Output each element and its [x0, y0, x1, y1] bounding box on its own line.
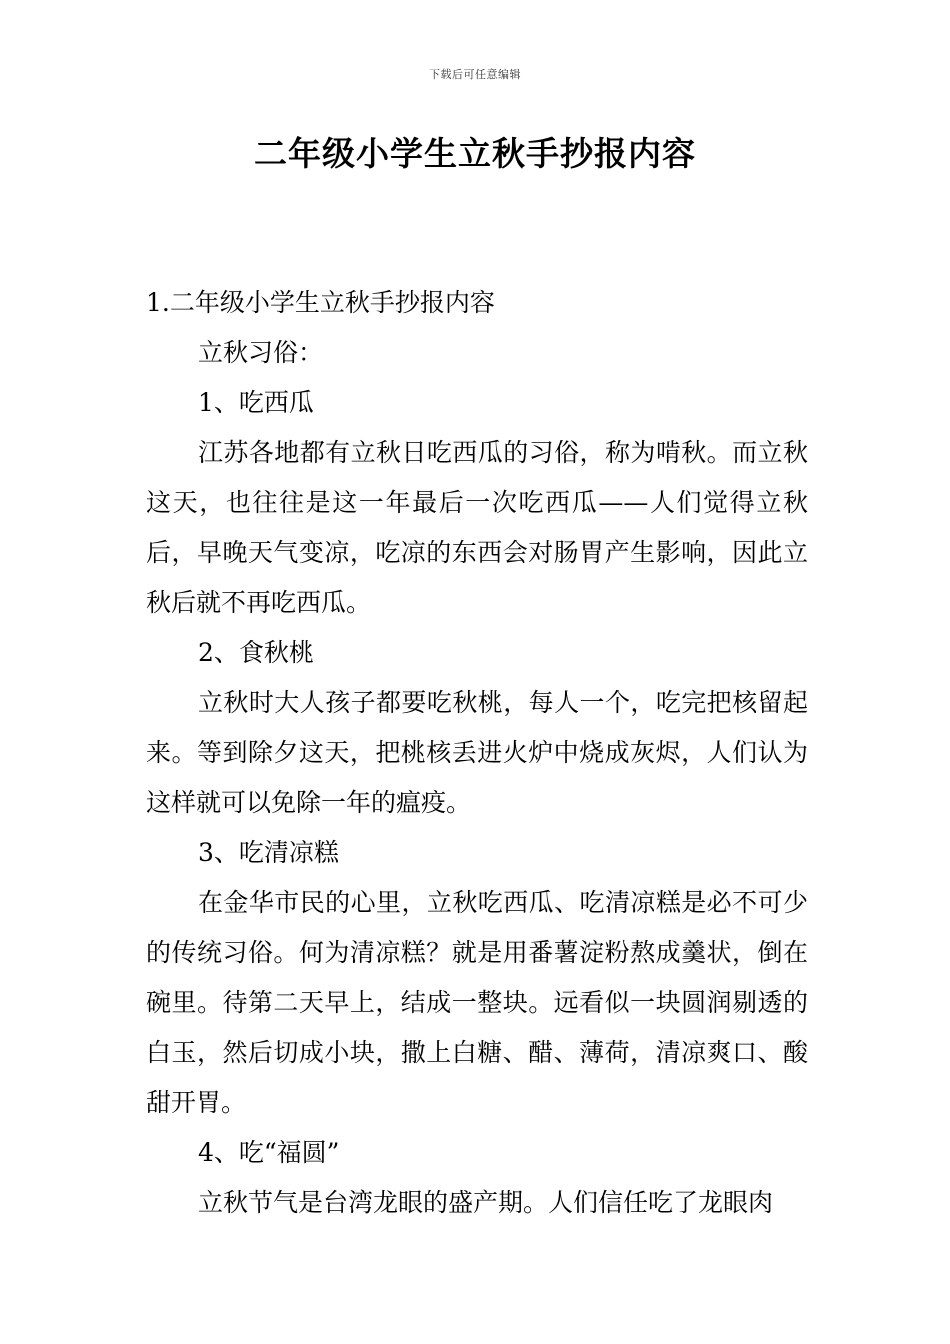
item-heading: 3、吃清凉糕 — [198, 838, 339, 867]
document-body — [146, 278, 808, 1228]
item-paragraph: 立秋时大人孩子都要吃秋桃，每人一个，吃完把核留起来。等到除夕这天，把桃核丢进火炉中烧成灰烬，人们认为这样就可以免除一年的瘟疫。 — [146, 688, 808, 817]
item-heading: 4、吃“福圆” — [198, 1138, 340, 1167]
page-watermark: 下载后可任意编辑 — [429, 68, 521, 81]
intro-label: 立秋习俗： — [198, 338, 324, 367]
item-paragraph: 在金华市民的心里，立秋吃西瓜、吃清凉糕是必不可少的传统习俗。何为清凉糕？就是用番薯淀粉熬成羹状，倒在碗里。待第二天早上，结成一整块。远看似一块圆润剔透的白玉，然后切成小块，撒上白糖、醋、薄荷，清凉爽口、酸甜开胃。 — [146, 888, 808, 1117]
document-title: 二年级小学生立秋手抄报内容 — [254, 134, 696, 173]
item-paragraph: 江苏各地都有立秋日吃西瓜的习俗，称为啃秋。而立秋这天，也往往是这一年最后一次吃西瓜——人们觉得立秋后，早晚天气变凉，吃凉的东西会对肠胃产生影响，因此立秋后就不再吃西瓜。 — [146, 438, 808, 617]
item-heading: 2、食秋桃 — [198, 638, 314, 667]
item-paragraph: 立秋节气是台湾龙眼的盛产期。人们信任吃了龙眼肉 — [198, 1188, 774, 1217]
item-heading: 1、吃西瓜 — [198, 388, 314, 417]
section-heading: 1.二年级小学生立秋手抄报内容 — [146, 288, 495, 317]
